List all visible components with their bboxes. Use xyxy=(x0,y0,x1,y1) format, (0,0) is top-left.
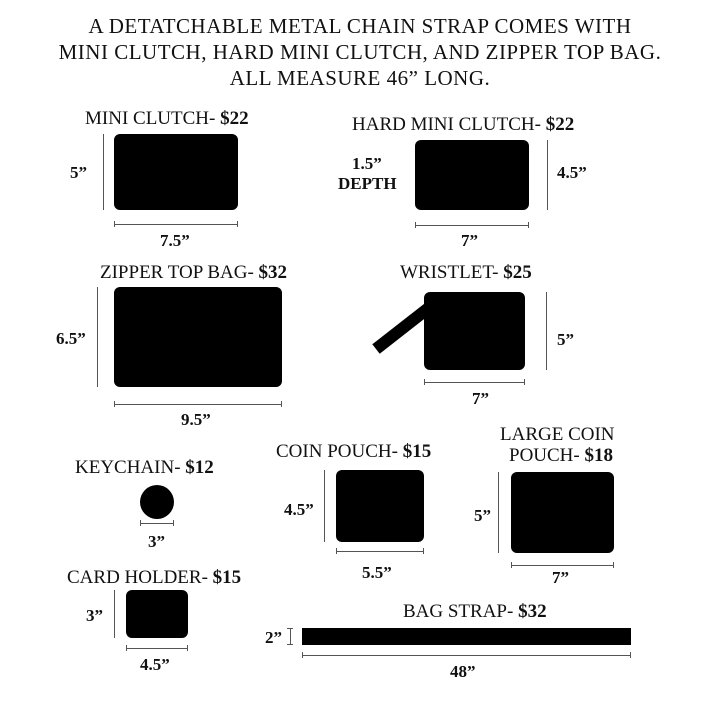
zipper-top-bag-price: $32 xyxy=(258,262,288,283)
coin-pouch-height-line xyxy=(324,470,325,542)
large-coin-pouch-height: 5” xyxy=(474,506,491,525)
hard-mini-clutch-name: HARD MINI CLUTCH- xyxy=(352,114,541,135)
bag-strap-width: 48” xyxy=(450,662,476,681)
hard-mini-clutch-shape xyxy=(415,140,529,210)
wristlet-width-line xyxy=(424,382,525,383)
zipper-top-bag-width: 9.5” xyxy=(181,410,211,429)
zipper-top-bag-tick-left xyxy=(114,401,115,407)
hard-mini-clutch-width-line xyxy=(415,225,529,226)
large-coin-pouch-height-line xyxy=(498,472,499,553)
zipper-top-bag-title xyxy=(100,262,287,284)
large-coin-pouch-shape xyxy=(511,472,614,553)
keychain-name: KEYCHAIN- xyxy=(75,457,181,478)
mini-clutch-name: MINI CLUTCH- xyxy=(85,108,216,129)
bag-strap-tick-bottom xyxy=(287,644,293,645)
keychain-price: $12 xyxy=(185,457,214,478)
zipper-top-bag-tick-right xyxy=(281,401,282,407)
hard-mini-clutch-title xyxy=(352,114,574,136)
hard-mini-clutch-height: 4.5” xyxy=(557,163,587,182)
bag-strap-title xyxy=(403,601,547,623)
bag-strap-price: $32 xyxy=(518,601,547,622)
card-holder-shape xyxy=(126,590,188,638)
wristlet-tick-right xyxy=(524,379,525,385)
bag-strap-tick-left xyxy=(302,652,303,658)
header-line-2: MINI CLUTCH, HARD MINI CLUTCH, AND ZIPPER TOP BAG. xyxy=(58,40,662,64)
mini-clutch-width: 7.5” xyxy=(160,231,190,250)
card-holder-price: $15 xyxy=(212,567,242,588)
hard-mini-clutch-width: 7” xyxy=(461,231,478,250)
card-holder-width-line xyxy=(126,648,188,649)
large-coin-pouch-tick-left xyxy=(511,562,512,568)
zipper-top-bag-width-line xyxy=(114,404,282,405)
wristlet-width: 7” xyxy=(472,389,489,408)
coin-pouch-width-line xyxy=(336,551,424,552)
card-holder-height: 3” xyxy=(86,606,103,625)
wristlet-tick-left xyxy=(424,379,425,385)
hard-mini-clutch-depth-value: 1.5” xyxy=(352,154,382,173)
zipper-top-bag-height: 6.5” xyxy=(56,329,86,348)
coin-pouch-height: 4.5” xyxy=(284,500,314,519)
header-line-3: ALL MEASURE 46” LONG. xyxy=(229,66,491,90)
keychain-width: 3” xyxy=(148,532,165,551)
mini-clutch-tick-left xyxy=(114,221,115,227)
card-holder-width: 4.5” xyxy=(140,655,170,674)
card-holder-height-line xyxy=(114,590,115,638)
large-coin-pouch-name: POUCH- xyxy=(509,445,580,466)
large-coin-pouch-title-line2 xyxy=(509,445,613,467)
keychain-title xyxy=(75,457,214,479)
bag-strap-name: BAG STRAP- xyxy=(403,601,514,622)
card-holder-title xyxy=(67,567,241,589)
zipper-top-bag-height-line xyxy=(97,287,98,387)
header-line-1: A DETATCHABLE METAL CHAIN STRAP COMES WITH xyxy=(88,14,632,38)
large-coin-pouch-title-line1: LARGE COIN xyxy=(500,424,615,445)
coin-pouch-width: 5.5” xyxy=(362,563,392,582)
bag-strap-height: 2” xyxy=(265,628,282,647)
hard-mini-clutch-height-line xyxy=(547,140,548,210)
hard-mini-clutch-tick-right xyxy=(528,222,529,228)
coin-pouch-tick-left xyxy=(336,548,337,554)
mini-clutch-shape xyxy=(114,134,238,210)
wristlet-height-line xyxy=(546,292,547,370)
wristlet-shape xyxy=(424,292,525,370)
hard-mini-clutch-depth-label: DEPTH xyxy=(338,174,397,193)
mini-clutch-price: $22 xyxy=(220,108,249,129)
large-coin-pouch-tick-right xyxy=(613,562,614,568)
wristlet-price: $25 xyxy=(503,262,532,283)
hard-mini-clutch-tick-left xyxy=(415,222,416,228)
bag-strap-height-line xyxy=(290,628,291,645)
keychain-tick-right xyxy=(173,520,174,526)
coin-pouch-price: $15 xyxy=(402,441,432,462)
card-holder-tick-left xyxy=(126,645,127,651)
zipper-top-bag-shape xyxy=(114,287,282,387)
card-holder-name: CARD HOLDER- xyxy=(67,567,208,588)
mini-clutch-width-line xyxy=(114,224,238,225)
mini-clutch-tick-right xyxy=(237,221,238,227)
keychain-shape xyxy=(140,485,174,519)
bag-strap-tick-right xyxy=(630,652,631,658)
zipper-top-bag-name: ZIPPER TOP BAG- xyxy=(100,262,254,283)
coin-pouch-name: COIN POUCH- xyxy=(276,441,398,462)
wristlet-title xyxy=(400,262,532,284)
card-holder-tick-right xyxy=(187,645,188,651)
keychain-width-line xyxy=(140,523,174,524)
mini-clutch-height: 5” xyxy=(70,163,87,182)
large-coin-pouch-price: $18 xyxy=(584,445,613,466)
large-coin-pouch-width: 7” xyxy=(552,568,569,587)
keychain-tick-left xyxy=(140,520,141,526)
mini-clutch-height-line xyxy=(103,134,104,210)
coin-pouch-shape xyxy=(336,470,424,542)
mini-clutch-title xyxy=(85,108,249,130)
bag-strap-tick-top xyxy=(287,628,293,629)
hard-mini-clutch-price: $22 xyxy=(545,114,575,135)
wristlet-height: 5” xyxy=(557,330,574,349)
coin-pouch-tick-right xyxy=(423,548,424,554)
large-coin-pouch-width-line xyxy=(511,565,614,566)
wristlet-name: WRISTLET- xyxy=(400,262,499,283)
bag-strap-shape xyxy=(302,628,631,645)
bag-strap-width-line xyxy=(302,655,631,656)
coin-pouch-title xyxy=(276,441,431,463)
